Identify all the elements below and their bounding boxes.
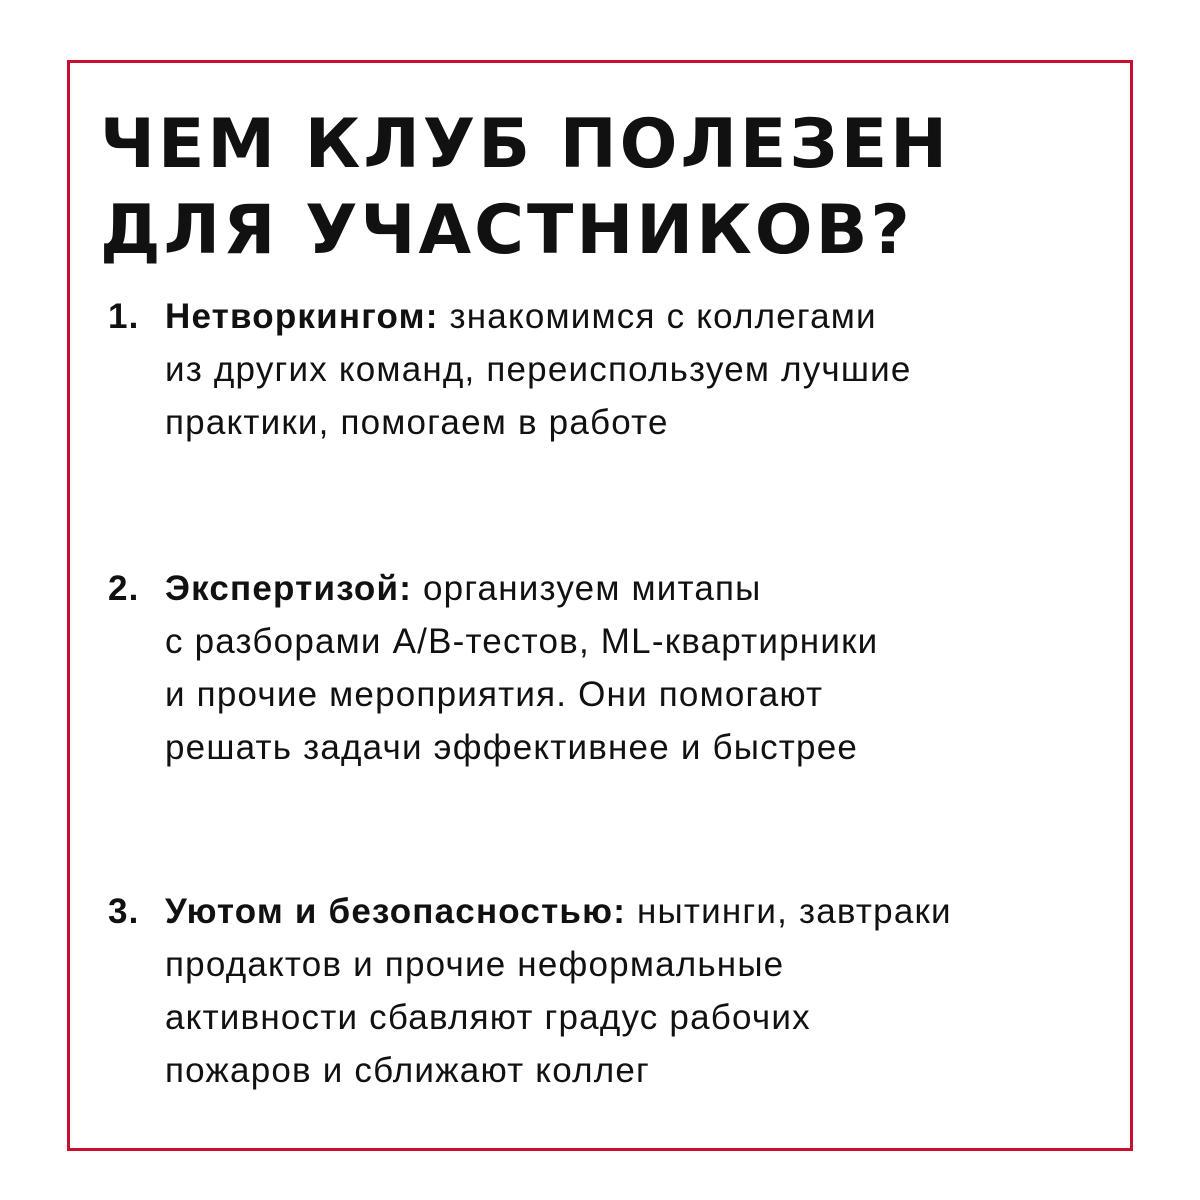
list-item-lead: Нетворкингом:: [165, 297, 439, 336]
list-item-comfort-safety: [108, 885, 1118, 1097]
list-item-text: знакомимся с коллегами: [438, 297, 877, 336]
list-item-text: организуем митапы: [412, 569, 762, 608]
page-title: [100, 102, 950, 274]
list-item-lead: Экспертизой:: [165, 569, 413, 608]
list-item-text: нытинги, завтраки: [626, 892, 952, 931]
list-item-line: продактов и прочие неформальные: [165, 945, 785, 984]
list-item-line: решать задачи эффективнее и быстрее: [165, 728, 859, 767]
list-item-line: активности сбавляют градус рабочих: [165, 998, 811, 1037]
list-item-line: и прочие мероприятия. Они помогают: [165, 675, 824, 714]
list-item-expertise: [108, 562, 1118, 774]
list-item-line: пожаров и сближают коллег: [165, 1051, 650, 1090]
list-item-line: с разборами A/B-тестов, ML-квартирники: [165, 622, 879, 661]
list-item-line: практики, помогаем в работе: [165, 403, 669, 442]
list-item-number: 2.: [108, 569, 140, 608]
list-item-number: 3.: [108, 892, 140, 931]
title-line-1: ЧЕМ КЛУБ ПОЛЕЗЕН: [100, 105, 951, 184]
list-item-first-line: [108, 885, 1118, 938]
list-item-lead: Уютом и безопасностью:: [165, 892, 627, 931]
list-item-number: 1.: [108, 297, 140, 336]
list-item-line: из других команд, переиспользуем лучшие: [165, 350, 912, 389]
list-item-first-line: [108, 290, 1118, 343]
title-line-2: ДЛЯ УЧАСТНИКОВ?: [100, 191, 913, 270]
list-item-first-line: [108, 562, 1118, 615]
list-item-networking: [108, 290, 1118, 449]
